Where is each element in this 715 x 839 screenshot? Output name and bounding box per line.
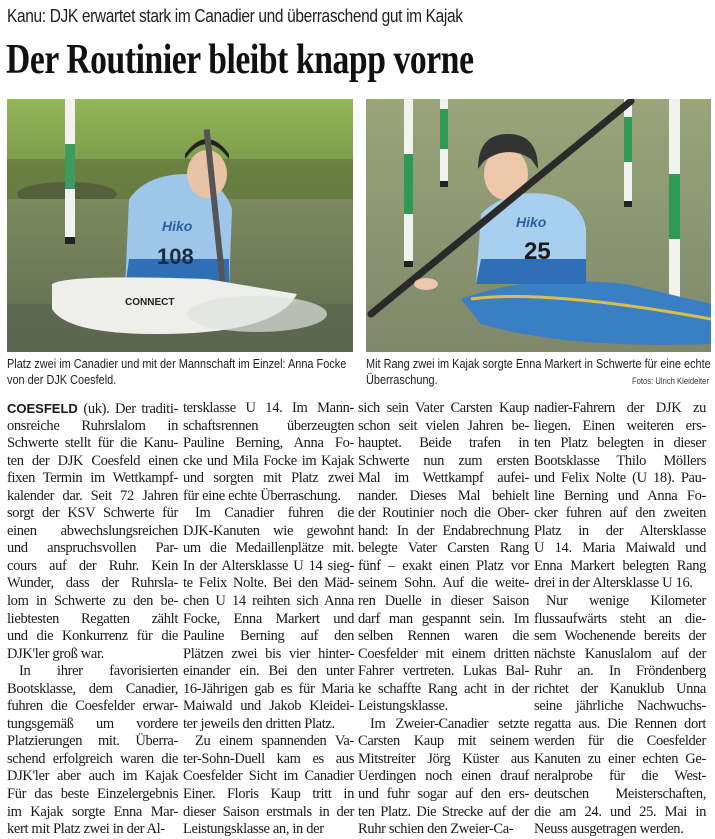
body-text-line: Carsten Kaup mit seinem [358, 733, 529, 750]
svg-text:Hiko: Hiko [516, 214, 547, 230]
body-text-line: tungsgemäß um vordere [7, 715, 178, 732]
body-text-line: Focke, Enna Markert und [183, 610, 354, 627]
body-text-line: hand: In der Endabrechnung [358, 522, 529, 539]
body-text-line: und anspruchsvollen Par- [7, 540, 178, 557]
body-text-line: im Kajak sorgte Enna Mar- [7, 803, 178, 820]
body-text-line: und Felix Nolte (U 18). Pau- [534, 470, 706, 487]
bib-number: 25 [524, 238, 551, 265]
body-text-line: lom in Schwerte zu den be- [7, 593, 178, 610]
body-text-line: Ruhr schien den Zweier-Ca- [358, 821, 514, 838]
body-text-line: schend erfolgreich waren die [7, 750, 178, 767]
body-text-line: nächste Kanuslalom auf der [534, 645, 706, 662]
article-kicker: Kanu: DJK erwartet stark im Canadier und überraschend gut im Kajak [7, 6, 463, 26]
body-text-line: und die Konkurrenz für die [7, 628, 178, 645]
canoe-photo-illustration [7, 99, 353, 352]
body-text-line: belegte Vater Carsten Rang [358, 540, 529, 557]
body-text-line: seine jährliche Nachwuchs- [534, 698, 706, 715]
body-text-line: fuhren die Coesfelder erwar- [7, 698, 178, 715]
body-text-line: flussaufwärts steht an die- [534, 610, 706, 627]
dateline: COESFELD [7, 401, 78, 416]
caption-line: von der DJK Coesfeld. [7, 372, 117, 387]
body-column-1 [7, 400, 178, 839]
body-text-line: Platzierungen mit. Überra- [7, 733, 178, 750]
body-text-line: Schwerte stellt für die Kanu- [7, 435, 178, 452]
body-column-4 [534, 400, 706, 839]
body-text-line: neralprobe für die West- [534, 768, 706, 785]
body-text-line: nadier-Fahrern der DJK zu [534, 400, 706, 416]
svg-text:CONNECT: CONNECT [125, 297, 175, 308]
body-text-line: der Routinier noch die Ober- [358, 505, 529, 522]
body-text-line: Leistungsklasse. [358, 698, 448, 715]
body-text-line [7, 400, 178, 418]
body-text-line: seinem Sohn. Auf die weite- [358, 575, 529, 592]
body-text-line: U 14. Maria Maiwald und [534, 540, 706, 557]
body-text-line: schaftsrennen überzeugten [183, 417, 354, 434]
body-text-line: liebtesten Regatten zählt [7, 610, 178, 627]
body-text-line: Plätzen zwei bis vier hinter- [183, 645, 354, 662]
body-text-line: um die Medaillenplätze mit. [183, 540, 354, 557]
body-text-line: Coesfelder mit einem dritten [358, 645, 529, 662]
body-column-3 [358, 400, 529, 839]
body-text-line: Pauline Berning, Anna Fo- [183, 435, 354, 452]
photo-credit: Fotos: Ulrich Kleideiter [632, 376, 709, 386]
body-text-line: cours auf der Ruhr. Kein [7, 557, 178, 574]
body-text-line: Mal im Wettkampf aufei- [358, 470, 529, 487]
body-text-line: dieser Saison erstmals in der [183, 803, 354, 820]
body-text-line: Leistungsklasse an, in der [183, 821, 324, 838]
svg-text:Hiko: Hiko [162, 218, 193, 234]
body-text-line: ke schaffte Rang acht in der [358, 680, 529, 697]
body-text-line: DJK-Kanuten wie gewohnt [183, 522, 354, 539]
body-text-line: schon seit vielen Jahren be- [358, 417, 529, 434]
body-text-line: Mitstreiter Jörg Küster aus [358, 750, 529, 767]
body-text-line: In ihrer favorisierten [19, 663, 178, 680]
body-text-line: sem Wochenende bereits der [534, 628, 706, 645]
body-text-line: Im Zweier-Canadier setzte [370, 715, 529, 732]
body-text: (uk). Der traditi- [77, 401, 178, 417]
body-text-line: te Felix Nolte. Bei den Mäd- [183, 575, 354, 592]
caption-line: Platz zwei im Canadier und mit der Mannschaft im Einzel: Anna Focke [7, 356, 347, 371]
body-text-line: drei in der Altersklasse U 16. [534, 575, 693, 592]
body-text-line: darf man gespannt sein. Im [358, 610, 529, 627]
body-text-line: ter-Sohn-Duell kam es aus [183, 750, 354, 767]
body-text-line: und sorgten mit Platz zwei [183, 470, 354, 487]
body-text-line: Kanuten zu einer echten Ge- [534, 750, 706, 767]
body-text-line: sich sein Vater Carsten Kaup [358, 400, 529, 416]
body-text-line: regatta aus. Die Rennen dort [534, 715, 706, 732]
photo-canoeist-108 [7, 99, 353, 352]
body-text-line: Im Canadier fuhren die [195, 505, 354, 522]
body-text-line: Bootsklasse Thilo Möllers [534, 452, 706, 469]
body-text-line: deutschen Meisterschaften, [534, 786, 706, 803]
body-text-line: kalender dar. Seit 72 Jahren [7, 487, 178, 504]
body-text-line: Coesfelder Sicht im Canadier [183, 768, 354, 785]
body-text-line: einander ein. Bei den unter [183, 663, 354, 680]
body-text-line: Platz in der Altersklasse [534, 522, 706, 539]
body-text-line: Für das beste Einzelergebnis [7, 786, 178, 803]
body-text-line: ten der DJK Coesfeld einen [7, 452, 178, 469]
body-text-line: einen abwechslungsreichen [7, 522, 178, 539]
body-text-line: Zu einem spannenden Va- [195, 733, 354, 750]
body-text-line: Wunder, dass der Ruhrsla- [7, 575, 178, 592]
body-text-line: onsreiche Ruhrslalom in [7, 417, 178, 434]
body-text-line: Nur wenige Kilometer [546, 593, 706, 610]
body-text-line: Enna Markert belegten Rang [534, 557, 706, 574]
body-text-line: ten Platz belegten in dieser [534, 435, 706, 452]
body-text-line: DJK'ler aber auch im Kajak [7, 768, 178, 785]
body-text-line: fixen Termin im Wettkampf- [7, 470, 178, 487]
body-text-line: fünf – exakt einen Platz vor [358, 557, 529, 574]
body-text-line: cker fuhren auf den zweiten [534, 505, 706, 522]
body-text-line: die am 24. und 25. Mai in [534, 803, 706, 820]
body-text-line: Ruhr an. In Fröndenberg [534, 663, 706, 680]
caption-line: Mit Rang zwei im Kajak sorgte Enna Markert in Schwerte für eine echte [366, 356, 711, 371]
body-text-line: hauptet. Beide trafen in [358, 435, 529, 452]
body-text-line: Maiwald und Jakob Kleidei- [183, 698, 354, 715]
body-text-line: chen U 14 reihten sich Anna [183, 593, 354, 610]
body-text-line: Uerdingen noch einen drauf [358, 768, 529, 785]
body-text-line: cke und Mila Focke im Kajak [183, 452, 354, 469]
photo-caption-left [7, 356, 353, 388]
body-text-line: DJK'ler groß war. [7, 645, 104, 662]
body-text-line: ren Duelle in dieser Saison [358, 593, 529, 610]
body-text-line: Pauline Berning auf den [183, 628, 354, 645]
body-text-line: In der Altersklasse U 14 sieg- [183, 557, 354, 574]
body-text-line: für eine echte Überraschung. [183, 487, 341, 504]
body-text-line: werden für die Coesfelder [534, 733, 706, 750]
body-text-line: selben Rennen waren die [358, 628, 529, 645]
body-text-line: Bootsklasse, dem Canadier, [7, 680, 178, 697]
body-text-line: ter jeweils den dritten Platz. [183, 715, 335, 732]
body-text-line: richtet der Kanuklub Unna [534, 680, 706, 697]
body-column-2 [183, 400, 354, 839]
kayak-photo-illustration [366, 99, 711, 352]
body-text-line: tersklasse U 14. Im Mann- [183, 400, 354, 416]
body-text-line: Schwerte nun zum ersten [358, 452, 529, 469]
article-headline: Der Routinier bleibt knapp vorne [6, 37, 474, 83]
body-text-line: und fuhr sogar auf den ers- [358, 786, 529, 803]
body-text-line: 16-Jährigen gab es für Maria [183, 680, 354, 697]
body-text-line: line Berning und Anna Fo- [534, 487, 706, 504]
body-text-line: Einer. Floris Kaup tritt in [183, 786, 354, 803]
body-text-line: nander. Dieses Mal behielt [358, 487, 529, 504]
caption-line: Überraschung. [366, 372, 438, 387]
body-text-line: Fahrer vertreten. Lukas Bal- [358, 663, 529, 680]
body-text-line: sorgt der KSV Schwerte für [7, 505, 178, 522]
body-text-line: Neuss ausgetragen werden. [534, 821, 684, 838]
body-text-line: liegen. Einen weiteren ers- [534, 417, 706, 434]
body-text-line: ten Platz. Die Strecke auf der [358, 803, 529, 820]
bib-number: 108 [157, 244, 194, 269]
photo-kayaker-25 [366, 99, 711, 352]
body-text-line: kert mit Platz zwei in der Al- [7, 821, 165, 838]
